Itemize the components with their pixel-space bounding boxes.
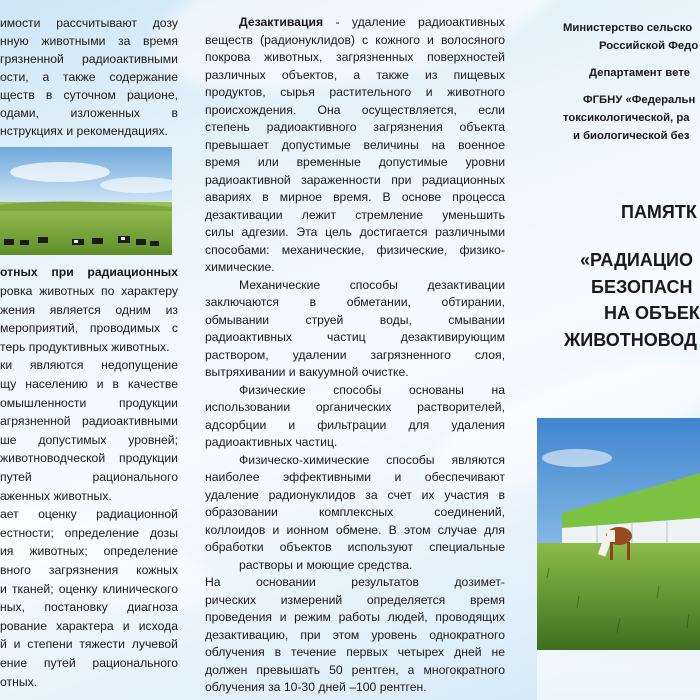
text-line: обработки объектов используют специальные <box>205 540 505 554</box>
text-line: ости, а также содержание <box>0 70 178 84</box>
text-line: имости рассчитывают дозу <box>0 16 178 30</box>
text-line: проведения и режим работы людей, проводящих <box>205 610 505 624</box>
text-line: омышленности продукции <box>0 395 178 410</box>
text-line: радиоактивной зараженности при радиационных <box>205 172 505 187</box>
text-line: щу населению и в качестве <box>0 377 178 391</box>
text-line: авариях в мирное время. В основе процесса <box>205 190 505 204</box>
text-line: животноводческой продукции <box>0 451 178 466</box>
text-line: рование характера и исхода <box>0 618 178 633</box>
text-line: одами, изложенных в <box>0 106 178 120</box>
organization-header-line: Министерство сельско <box>563 22 693 34</box>
organization-header-line: и биологической без <box>573 130 690 142</box>
text-line: раствором, удалении загрязненного слоя, <box>205 347 505 362</box>
text-line: образовании комплексных соединений, <box>205 505 505 519</box>
text-line: грязненной радиоактивными <box>0 52 178 66</box>
text-line: вытряхивании и вакуумной очистке. <box>205 365 409 379</box>
text-line: адсорбции и фильтрации для удаления <box>205 417 505 432</box>
text-line: естности; определение дозы <box>0 525 178 540</box>
text-line: различных объектов, а также из пищевых <box>205 67 505 82</box>
organization-header-line: Департамент вете <box>589 67 691 79</box>
text-line: и тканей; оценку клинического <box>0 581 178 596</box>
text-line: нструкциях и рекомендациях. <box>0 124 168 138</box>
text-line: продуктов, сырья растительного и животного <box>205 85 505 99</box>
text-line: дезактивацию, при этом уровень однократного <box>205 627 505 642</box>
text-line: использовании органических растворителей, <box>205 400 505 414</box>
text-line: силы адгезии. Эта цель достигается различными <box>205 225 505 239</box>
text-line: превышает допустимые величины на военное <box>205 137 505 152</box>
organization-header-line: ФГБНУ «Федеральн <box>583 94 696 106</box>
middle-column-decontamination <box>205 0 508 700</box>
text-line: ше допустимых уровней; <box>0 432 178 447</box>
text-line: облучения за 10-30 дней –100 рентген. <box>205 680 427 694</box>
text-line: удаление радионуклидов за счет их участия в <box>205 487 505 502</box>
text-line: растворы и моющие средства. <box>239 557 413 572</box>
section-heading: отных при радиационных <box>0 265 178 279</box>
text-line: ровка животных по характеру <box>0 284 178 298</box>
text-line: отных. <box>0 674 38 689</box>
text-line: радиоактивных частиц. <box>205 435 338 449</box>
memo-title-line: «РАДИАЦИО <box>580 250 693 270</box>
text-line: вного загрязнения кожных <box>0 563 178 577</box>
text-line: жения является одним из <box>0 302 178 317</box>
text-line: происхождения. Она осуществляется, если <box>205 102 505 117</box>
organization-header-line: токсикологической, ра <box>563 112 690 124</box>
memo-label: ПАМЯТК <box>621 202 697 222</box>
text-line: радиоактивных частиц дезактивирующим <box>205 330 505 344</box>
text-line: ществ в суточном рационе, <box>0 88 178 102</box>
text-line: терь продуктивных животных. <box>0 339 170 354</box>
text-line: На основании результатов дозимет- <box>205 575 505 589</box>
text-line: время или временные допустимые уровни <box>205 155 505 169</box>
text-line: химические. <box>205 260 275 274</box>
text-line: агрязненной радиоактивными <box>0 414 178 429</box>
text-line: должен превышать 50 рентген, а многократного <box>205 662 505 677</box>
text-line: обмывании струей воды, смывании <box>205 312 505 327</box>
text-line: дезактивации лежит стремление уменьшить <box>205 207 505 222</box>
text-line: й и степени тяжести лучевой <box>0 637 178 652</box>
text-line: ки являются недопущение <box>0 358 178 373</box>
text-line: заключаются в обметании, обтирании, <box>205 295 505 309</box>
pasture-cows-photo <box>0 147 172 255</box>
text-line: Физическо-химические способы являются <box>239 452 505 467</box>
text-line: Физические способы основаны на <box>239 382 505 397</box>
text-line: покрова животных, загрязненных поверхностей <box>205 50 505 64</box>
text-line-first <box>205 14 505 30</box>
text-line: ных, постановку диагноза <box>0 600 178 615</box>
livestock-farm-photo <box>537 418 700 700</box>
text-line: степень радиоактивного загрязнения объекта <box>205 120 505 134</box>
definition-text: - удаление радиоактивных <box>323 15 505 29</box>
text-line: аженных животных. <box>0 488 112 503</box>
text-line: Механические способы дезактивации <box>239 277 505 292</box>
text-line: путей рационального <box>0 470 178 484</box>
text-line: способами: механические, физические, физико- <box>205 242 505 257</box>
text-line: облучения в течение первых четырех дней не <box>205 645 505 659</box>
organization-header-line: Российской Федо <box>599 40 699 52</box>
memo-title-line: НА ОБЪЕК <box>604 303 700 323</box>
text-line: ия животных; определение <box>0 544 178 559</box>
text-line: рических измерений определяется время <box>205 592 505 607</box>
text-line: нную животными за время <box>0 34 178 48</box>
text-line: ает оценку радиационной <box>0 507 178 522</box>
text-line: веществ (радионуклидов) с кожного и волосяного <box>205 32 505 47</box>
text-line: мероприятий, проводимых с <box>0 321 178 336</box>
text-line: наиболее эффективными и обеспечивают <box>205 470 505 484</box>
memo-title-line: ЖИВОТНОВОД <box>564 330 697 350</box>
text-line: коллоидов и ионном обмене. В этом случае для <box>205 522 505 537</box>
left-column <box>0 0 182 700</box>
text-line: ение путей рационального <box>0 656 178 670</box>
memo-title-line: БЕЗОПАСН <box>591 277 693 297</box>
term-decontamination: Дезактивация <box>239 15 324 29</box>
